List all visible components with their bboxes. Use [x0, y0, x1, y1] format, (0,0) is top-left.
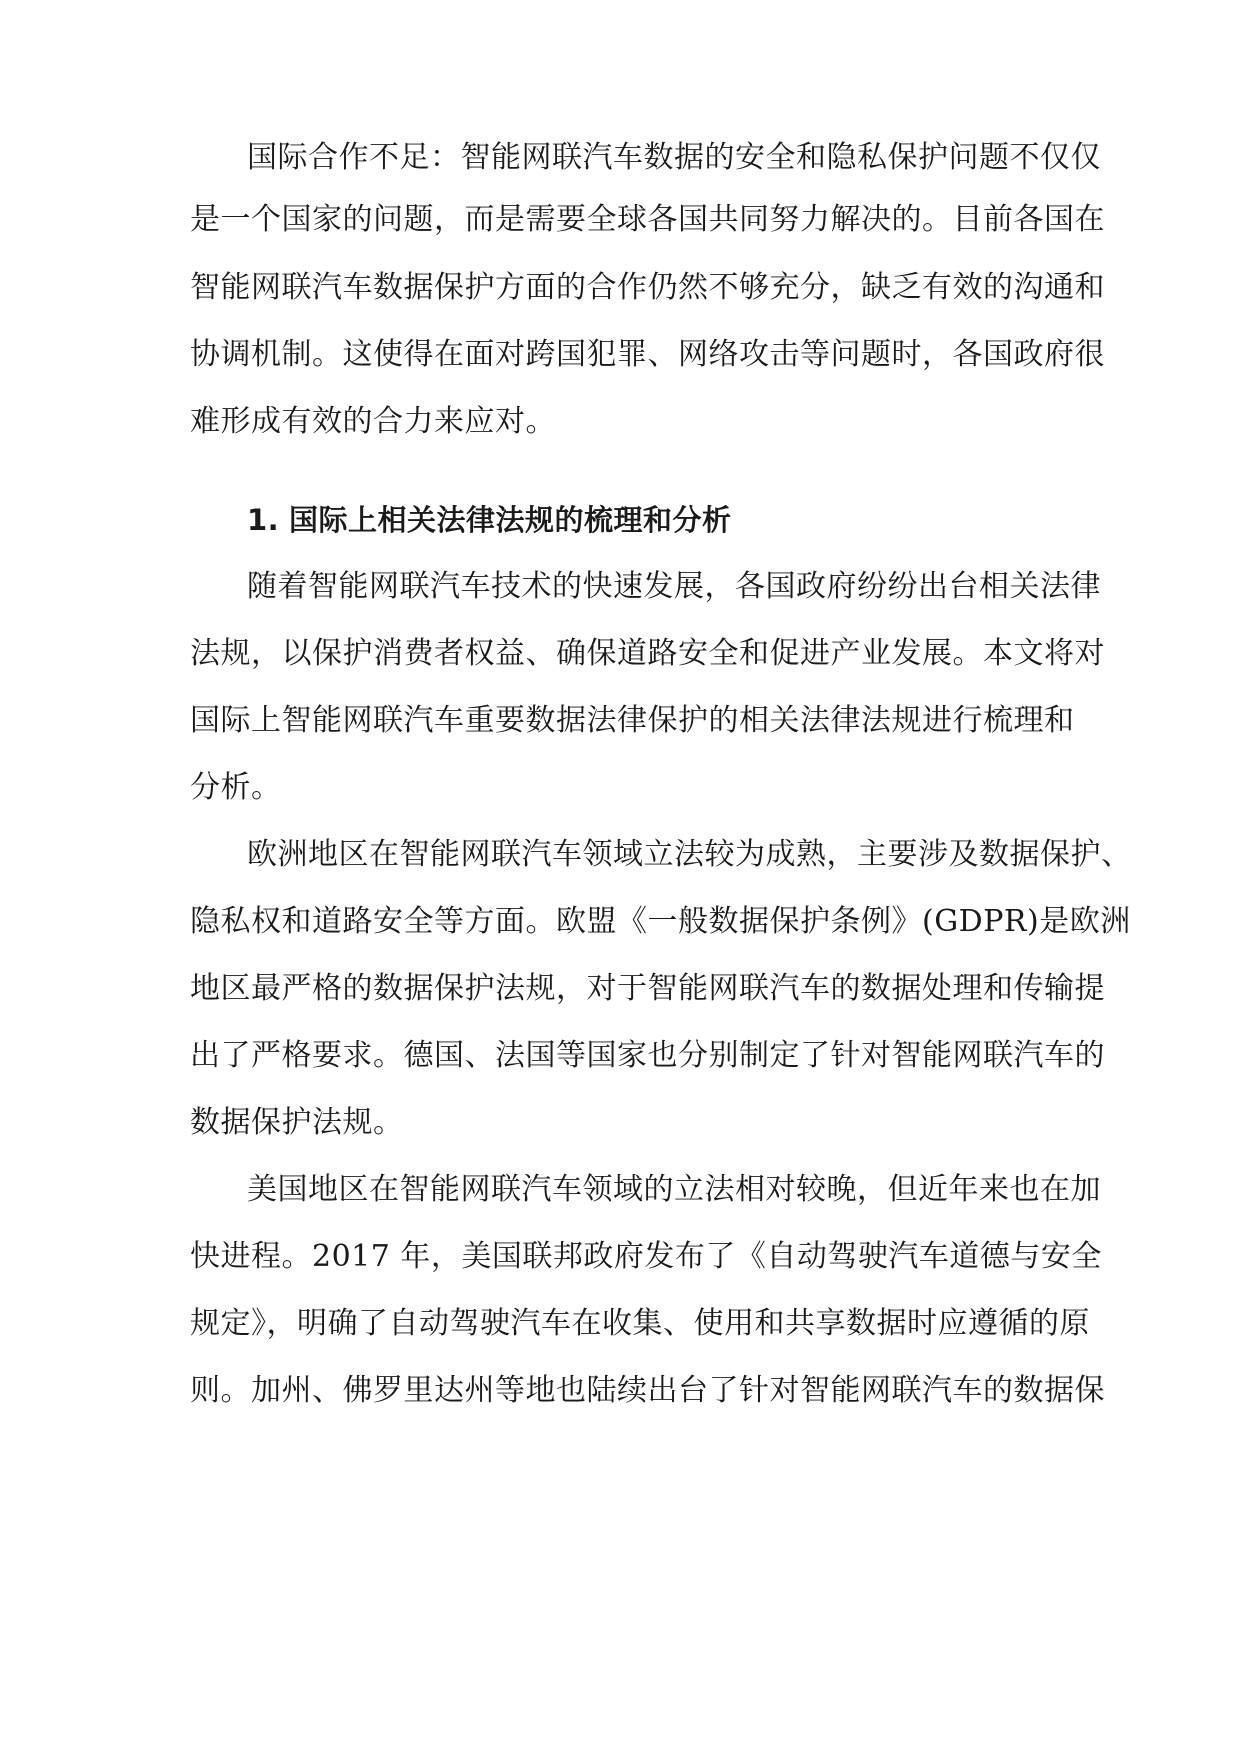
text-line: 欧洲地区在智能网联汽车领域立法较为成熟，主要涉及数据保护、: [247, 837, 1132, 872]
text-line: 协调机制。这使得在面对跨国犯罪、网络攻击等问题时，各国政府很: [190, 337, 1105, 372]
section-number: 1.: [247, 503, 280, 537]
text-line: 国际上智能网联汽车重要数据法律保护的相关法律法规进行梳理和: [190, 703, 1075, 738]
text-line: 国际合作不足：智能网联汽车数据的安全和隐私保护问题不仅仅: [247, 140, 1101, 175]
text-line: 智能网联汽车数据保护方面的合作仍然不够充分，缺乏有效的沟通和: [190, 270, 1105, 305]
text-line: 则。加州、佛罗里达州等地也陆续出台了针对智能网联汽车的数据保: [190, 1373, 1105, 1408]
text-line: 法规，以保护消费者权益、确保道路安全和促进产业发展。本文将对: [190, 636, 1105, 671]
text-line: 分析。: [190, 770, 282, 805]
section-heading: [247, 500, 1127, 540]
text-line: 规定》，明确了自动驾驶汽车在收集、使用和共享数据时应遵循的原: [190, 1306, 1090, 1341]
text-line: 出了严格要求。德国、法国等国家也分别制定了针对智能网联汽车的: [190, 1038, 1105, 1073]
text-line: 美国地区在智能网联汽车领域的立法相对较晚，但近年来也在加: [247, 1172, 1101, 1207]
text-line: 隐私权和道路安全等方面。欧盟《一般数据保护条例》(GDPR)是欧洲: [190, 904, 1131, 939]
text-line: 数据保护法规。: [190, 1105, 404, 1140]
section-title: 国际上相关法律法规的梳理和分析: [289, 503, 732, 537]
text-line: 难形成有效的合力来应对。: [190, 404, 556, 439]
text-line: 地区最严格的数据保护法规，对于智能网联汽车的数据处理和传输提: [190, 971, 1105, 1006]
text-line: 快进程。2017 年，美国联邦政府发布了《自动驾驶汽车道德与安全: [190, 1239, 1102, 1274]
text-line: 随着智能网联汽车技术的快速发展，各国政府纷纷出台相关法律: [247, 569, 1101, 604]
text-line: 是一个国家的问题，而是需要全球各国共同努力解决的。目前各国在: [190, 202, 1105, 237]
